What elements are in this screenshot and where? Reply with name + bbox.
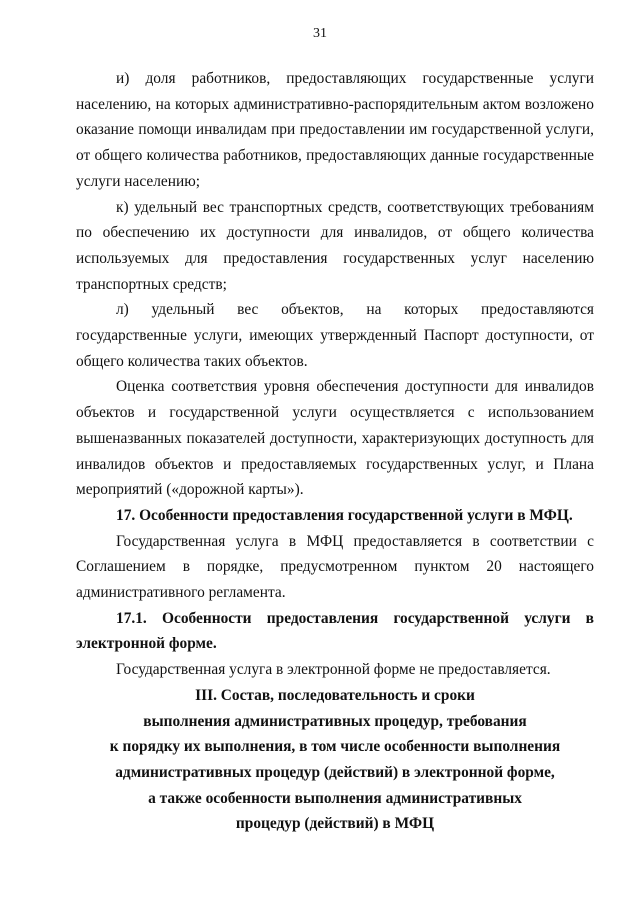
paragraph-item-k: к) удельный вес транспортных средств, соответствующих требованиям по обеспечению их доступности для инвалидов, от общего количества используемых для предоставления государственных услуг населению транспортных средств; bbox=[76, 198, 594, 293]
section-3-heading-line-6: процедур (действий) в МФЦ bbox=[235, 815, 435, 833]
section-17-heading: 17. Особенности предоставления государственной услуги в МФЦ. bbox=[116, 506, 573, 524]
section-3-heading-line-3: к порядку их выполнения, в том числе особенности выполнения bbox=[109, 738, 561, 756]
paragraph-mfc-provision: Государственная услуга в МФЦ предоставляется в соответствии с Соглашением в порядке, предусмотренном пунктом 20 настоящего административного регламента. bbox=[76, 532, 594, 602]
paragraph-item-l: л) удельный вес объектов, на которых предоставляются государственные услуги, имеющих утвержденный Паспорт доступности, от общего количества таких объектов. bbox=[76, 301, 594, 370]
section-3-heading-line-2: выполнения административных процедур, требования bbox=[143, 712, 527, 730]
page-number: 31 bbox=[313, 26, 327, 41]
section-3-heading-line-4: административных процедур (действий) в электронной форме, bbox=[115, 763, 555, 781]
paragraph-item-i: и) доля работников, предоставляющих государственные услуги населению, на которых административно-распорядительным актом возложено оказание помощи инвалидам при предоставлении им государственной услуги, от общего количества работников, предоставляющих данные государственные услуги населению; bbox=[76, 70, 594, 190]
section-3-heading-line-5: а также особенности выполнения административных bbox=[148, 789, 522, 807]
paragraph-accessibility-assessment: Оценка соответствия уровня обеспечения доступности для инвалидов объектов и государственной услуги осуществляется с использованием вышеназванных показателей доступности, характеризующих доступность для инвалидов объектов и предоставляемых государственных услуг, и Плана мероприятий («дорожной карты»). bbox=[76, 378, 594, 499]
section-3-heading-line-1: III. Состав, последовательность и сроки bbox=[195, 686, 475, 704]
paragraph-electronic-form: Государственная услуга в электронной форме не предоставляется. bbox=[116, 661, 551, 679]
document-body bbox=[76, 66, 594, 837]
section-17-1-heading: 17.1. Особенности предоставления государственной услуги в электронной форме. bbox=[76, 609, 594, 653]
